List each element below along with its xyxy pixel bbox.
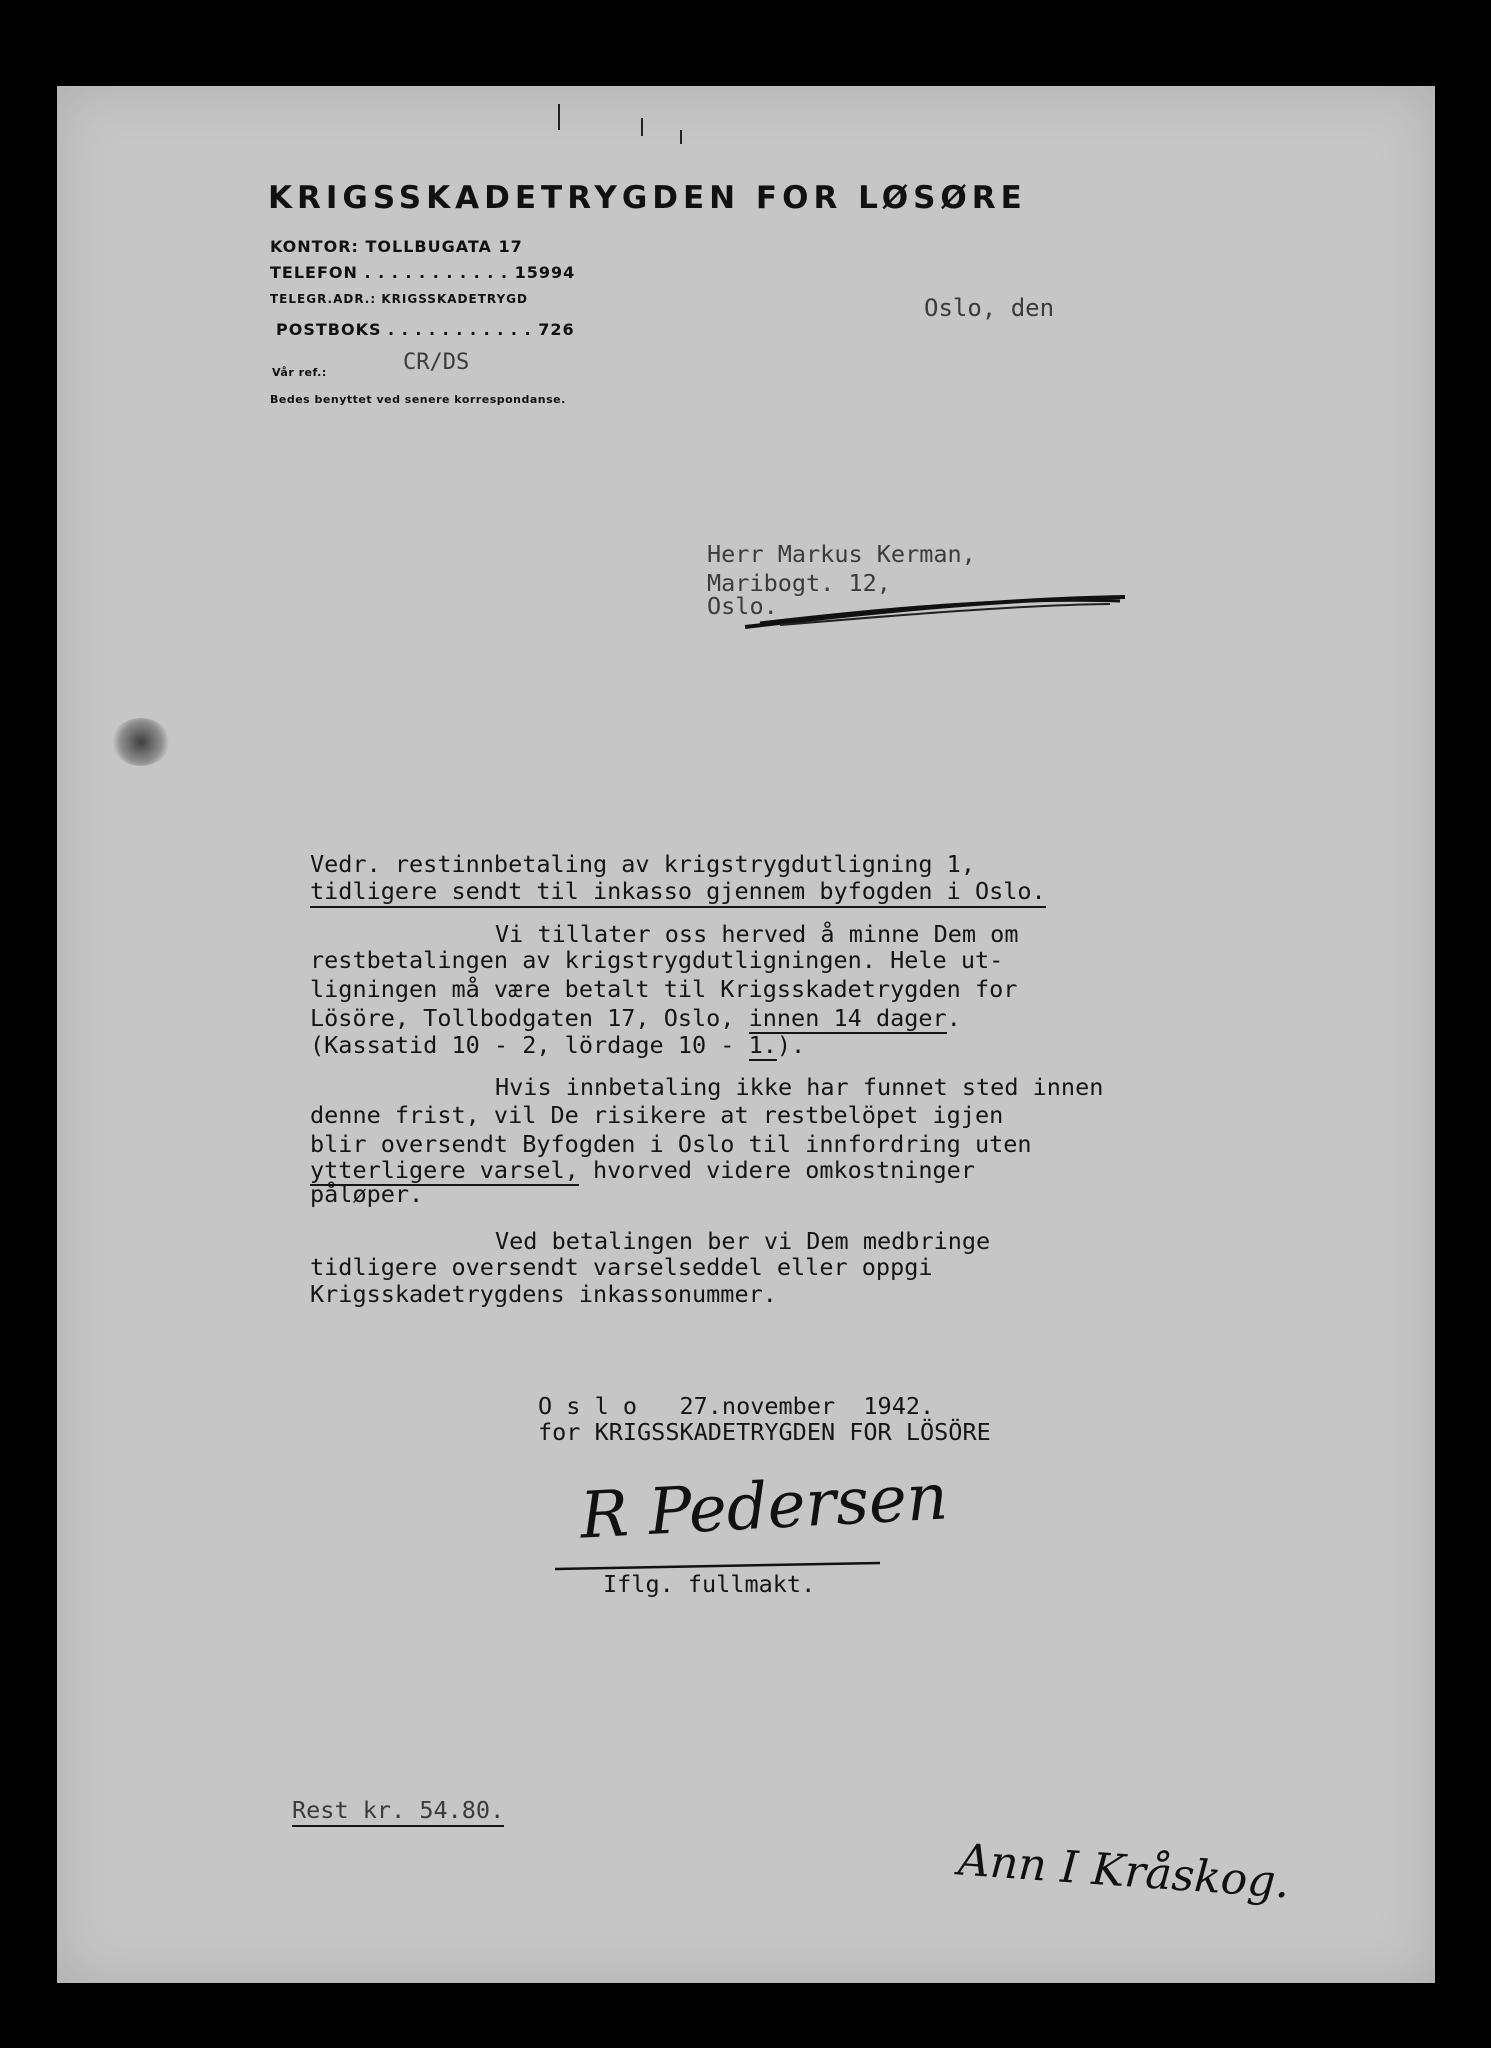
stain <box>112 718 170 766</box>
paragraph-1-line-5-end: ). <box>776 1031 806 1059</box>
subject-line-2: tidligere sendt til inkasso gjennem byfogden i Oslo. <box>310 877 1046 908</box>
closing-organisation: for KRIGSSKADETRYGDEN FOR LÖSÖRE <box>538 1418 991 1446</box>
paragraph-1-line-4 <box>310 1004 961 1033</box>
paragraph-1-line-4-end: . <box>946 1004 961 1032</box>
closing-date: O s l o 27.november 1942. <box>538 1392 935 1420</box>
recipient-name: Herr Markus Kerman, <box>707 540 976 568</box>
remaining-amount: Rest kr. 54.80. <box>292 1796 504 1827</box>
saturday-hours-underlined: 1. <box>748 1031 777 1059</box>
office-address: KONTOR: TOLLBUGATA 17 <box>270 237 523 256</box>
recipient-city: Oslo. <box>707 592 778 620</box>
paragraph-2-line-3: blir oversendt Byfogden i Oslo til innfordring uten <box>310 1130 1032 1158</box>
paragraph-3-line-1: Ved betalingen ber vi Dem medbringe <box>495 1227 991 1255</box>
further-notice-underlined: ytterligere varsel, <box>310 1156 579 1184</box>
telephone: TELEFON . . . . . . . . . . . 15994 <box>270 263 576 282</box>
postbox: POSTBOKS . . . . . . . . . . . 726 <box>276 320 575 339</box>
paragraph-1-line-3: ligningen må være betalt til Krigsskadetrygden for <box>310 975 1018 1003</box>
subject-line-1: Vedr. restinnbetaling av krigstrygdutligning 1, <box>310 850 975 878</box>
our-ref-label: Vår ref.: <box>272 366 327 379</box>
our-ref-value: CR/DS <box>403 350 470 375</box>
tick-mark <box>558 104 560 130</box>
letterhead-title: KRIGSSKADETRYGDEN FOR LØSØRE <box>268 180 1027 216</box>
place-date: Oslo, den <box>924 294 1055 322</box>
handwritten-note: Ann I Kråskog. <box>956 1834 1292 1909</box>
deadline-underlined: innen 14 dager <box>748 1004 947 1032</box>
authority-note: Iflg. fullmakt. <box>603 1570 816 1598</box>
paragraph-1-line-2: restbetalingen av krigstrygdutligningen. Hele ut- <box>310 946 1004 974</box>
paragraph-1-line-5-text: (Kassatid 10 - 2, lördage 10 - <box>310 1031 749 1059</box>
paragraph-1-line-1: Vi tillater oss herved å minne Dem om <box>495 920 1019 948</box>
paragraph-2-line-1: Hvis innbetaling ikke har funnet sted innen <box>495 1073 1104 1101</box>
tick-mark <box>680 130 682 144</box>
reference-note: Bedes benyttet ved senere korrespondanse. <box>270 393 566 406</box>
signature-pedersen: R Pedersen <box>578 1460 950 1554</box>
paragraph-3-line-2: tidligere oversendt varselseddel eller oppgi <box>310 1253 933 1281</box>
paragraph-2-line-4-text: hvorved videre omkostninger <box>578 1156 975 1184</box>
strike-stroke <box>740 585 1130 635</box>
paragraph-1-line-5 <box>310 1031 805 1060</box>
paragraph-2-line-2: denne frist, vil De risikere at restbelöpet igjen <box>310 1101 1004 1129</box>
paragraph-3-line-3: Krigsskadetrygdens inkassonummer. <box>310 1280 777 1308</box>
telegram-address: TELEGR.ADR.: KRIGSSKADETRYGD <box>270 292 528 306</box>
paragraph-2-line-5: påløper. <box>310 1180 424 1208</box>
tick-mark <box>641 118 643 136</box>
paragraph-1-line-4-text: Lösöre, Tollbodgaten 17, Oslo, <box>310 1004 749 1032</box>
recipient-street: Maribogt. 12, <box>707 569 891 597</box>
